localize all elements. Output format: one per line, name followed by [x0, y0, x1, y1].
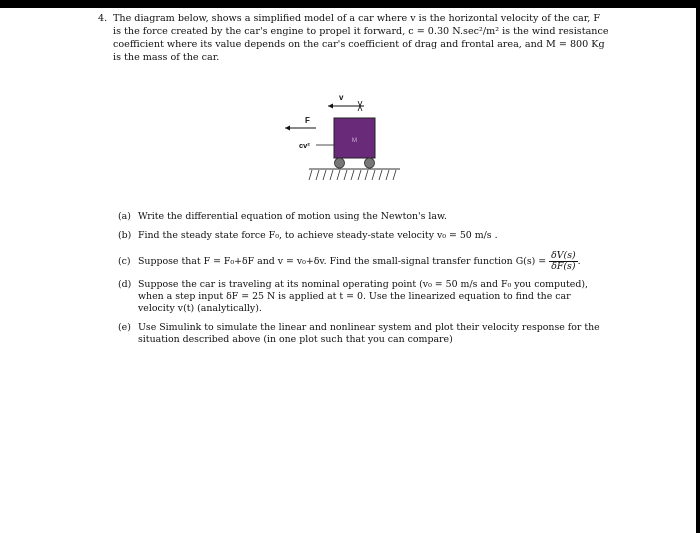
mass-label: M	[351, 137, 358, 144]
part-a-label: (a)	[118, 211, 131, 222]
part-d-line-2: when a step input δF = 25 N is applied at t = 0. Use the linearized equation to find the car	[138, 291, 571, 302]
part-e-line-1: Use Simulink to simulate the linear and nonlinear system and plot their velocity response for the	[138, 322, 600, 333]
fraction-numerator: δV(s)	[551, 250, 576, 261]
part-d-line-3: velocity v(t) (analytically).	[138, 303, 262, 314]
part-c-line-1	[138, 251, 618, 272]
part-c-suffix: .	[577, 256, 581, 267]
part-d-line-1: Suppose the car is traveling at its nominal operating point (v₀ = 50 m/s and F₀ you computed),	[138, 279, 588, 290]
problem-intro	[98, 12, 618, 64]
part-d	[118, 279, 618, 315]
part-a	[118, 211, 618, 223]
wheel-right	[365, 158, 375, 168]
wheel-left	[335, 158, 345, 168]
part-e-line-2: situation described above (in one plot such that you can compare)	[138, 334, 453, 345]
velocity-label: v	[339, 93, 344, 102]
part-c-label: (c)	[118, 256, 131, 267]
problem-number: 4.	[98, 13, 108, 24]
velocity-arrowhead	[328, 104, 333, 109]
intro-line-4: is the mass of the car.	[113, 52, 220, 63]
part-d-label: (d)	[118, 279, 132, 290]
part-b-line-1: Find the steady state force F₀, to achieve steady-state velocity v₀ = 50 m/s .	[138, 230, 498, 241]
right-border	[696, 0, 700, 533]
part-a-line-1: Write the differential equation of motion using the Newton's law.	[138, 211, 447, 222]
drag-label: cv²	[299, 141, 310, 150]
fraction-denominator: δF(s)	[551, 261, 576, 272]
force-label: F	[305, 116, 310, 125]
intro-line-1: 4. The diagram below, shows a simplified model of a car where v is the horizontal velocity of the car, F	[98, 13, 601, 24]
part-b	[118, 230, 618, 242]
part-c	[118, 251, 618, 272]
top-border	[0, 0, 700, 8]
part-b-label: (b)	[118, 230, 132, 241]
intro-line-2: is the force created by the car's engine to propel it forward, c = 0.30 N.sec²/m² is the wind resistance	[113, 26, 609, 37]
ground-hatch	[309, 170, 396, 180]
transfer-function-fraction	[549, 251, 578, 272]
problem-parts	[118, 211, 618, 353]
part-e	[118, 322, 618, 346]
part-c-text: Suppose that F = F₀+δF and v = v₀+δv. Find the small-signal transfer function G(s) =	[138, 256, 547, 267]
part-e-label: (e)	[118, 322, 131, 333]
car-diagram	[276, 90, 416, 185]
force-arrowhead	[285, 126, 290, 131]
intro-line-3: coefficient where its value depends on the car's coefficient of drag and frontal area, and M = 800 Kg	[113, 39, 605, 50]
